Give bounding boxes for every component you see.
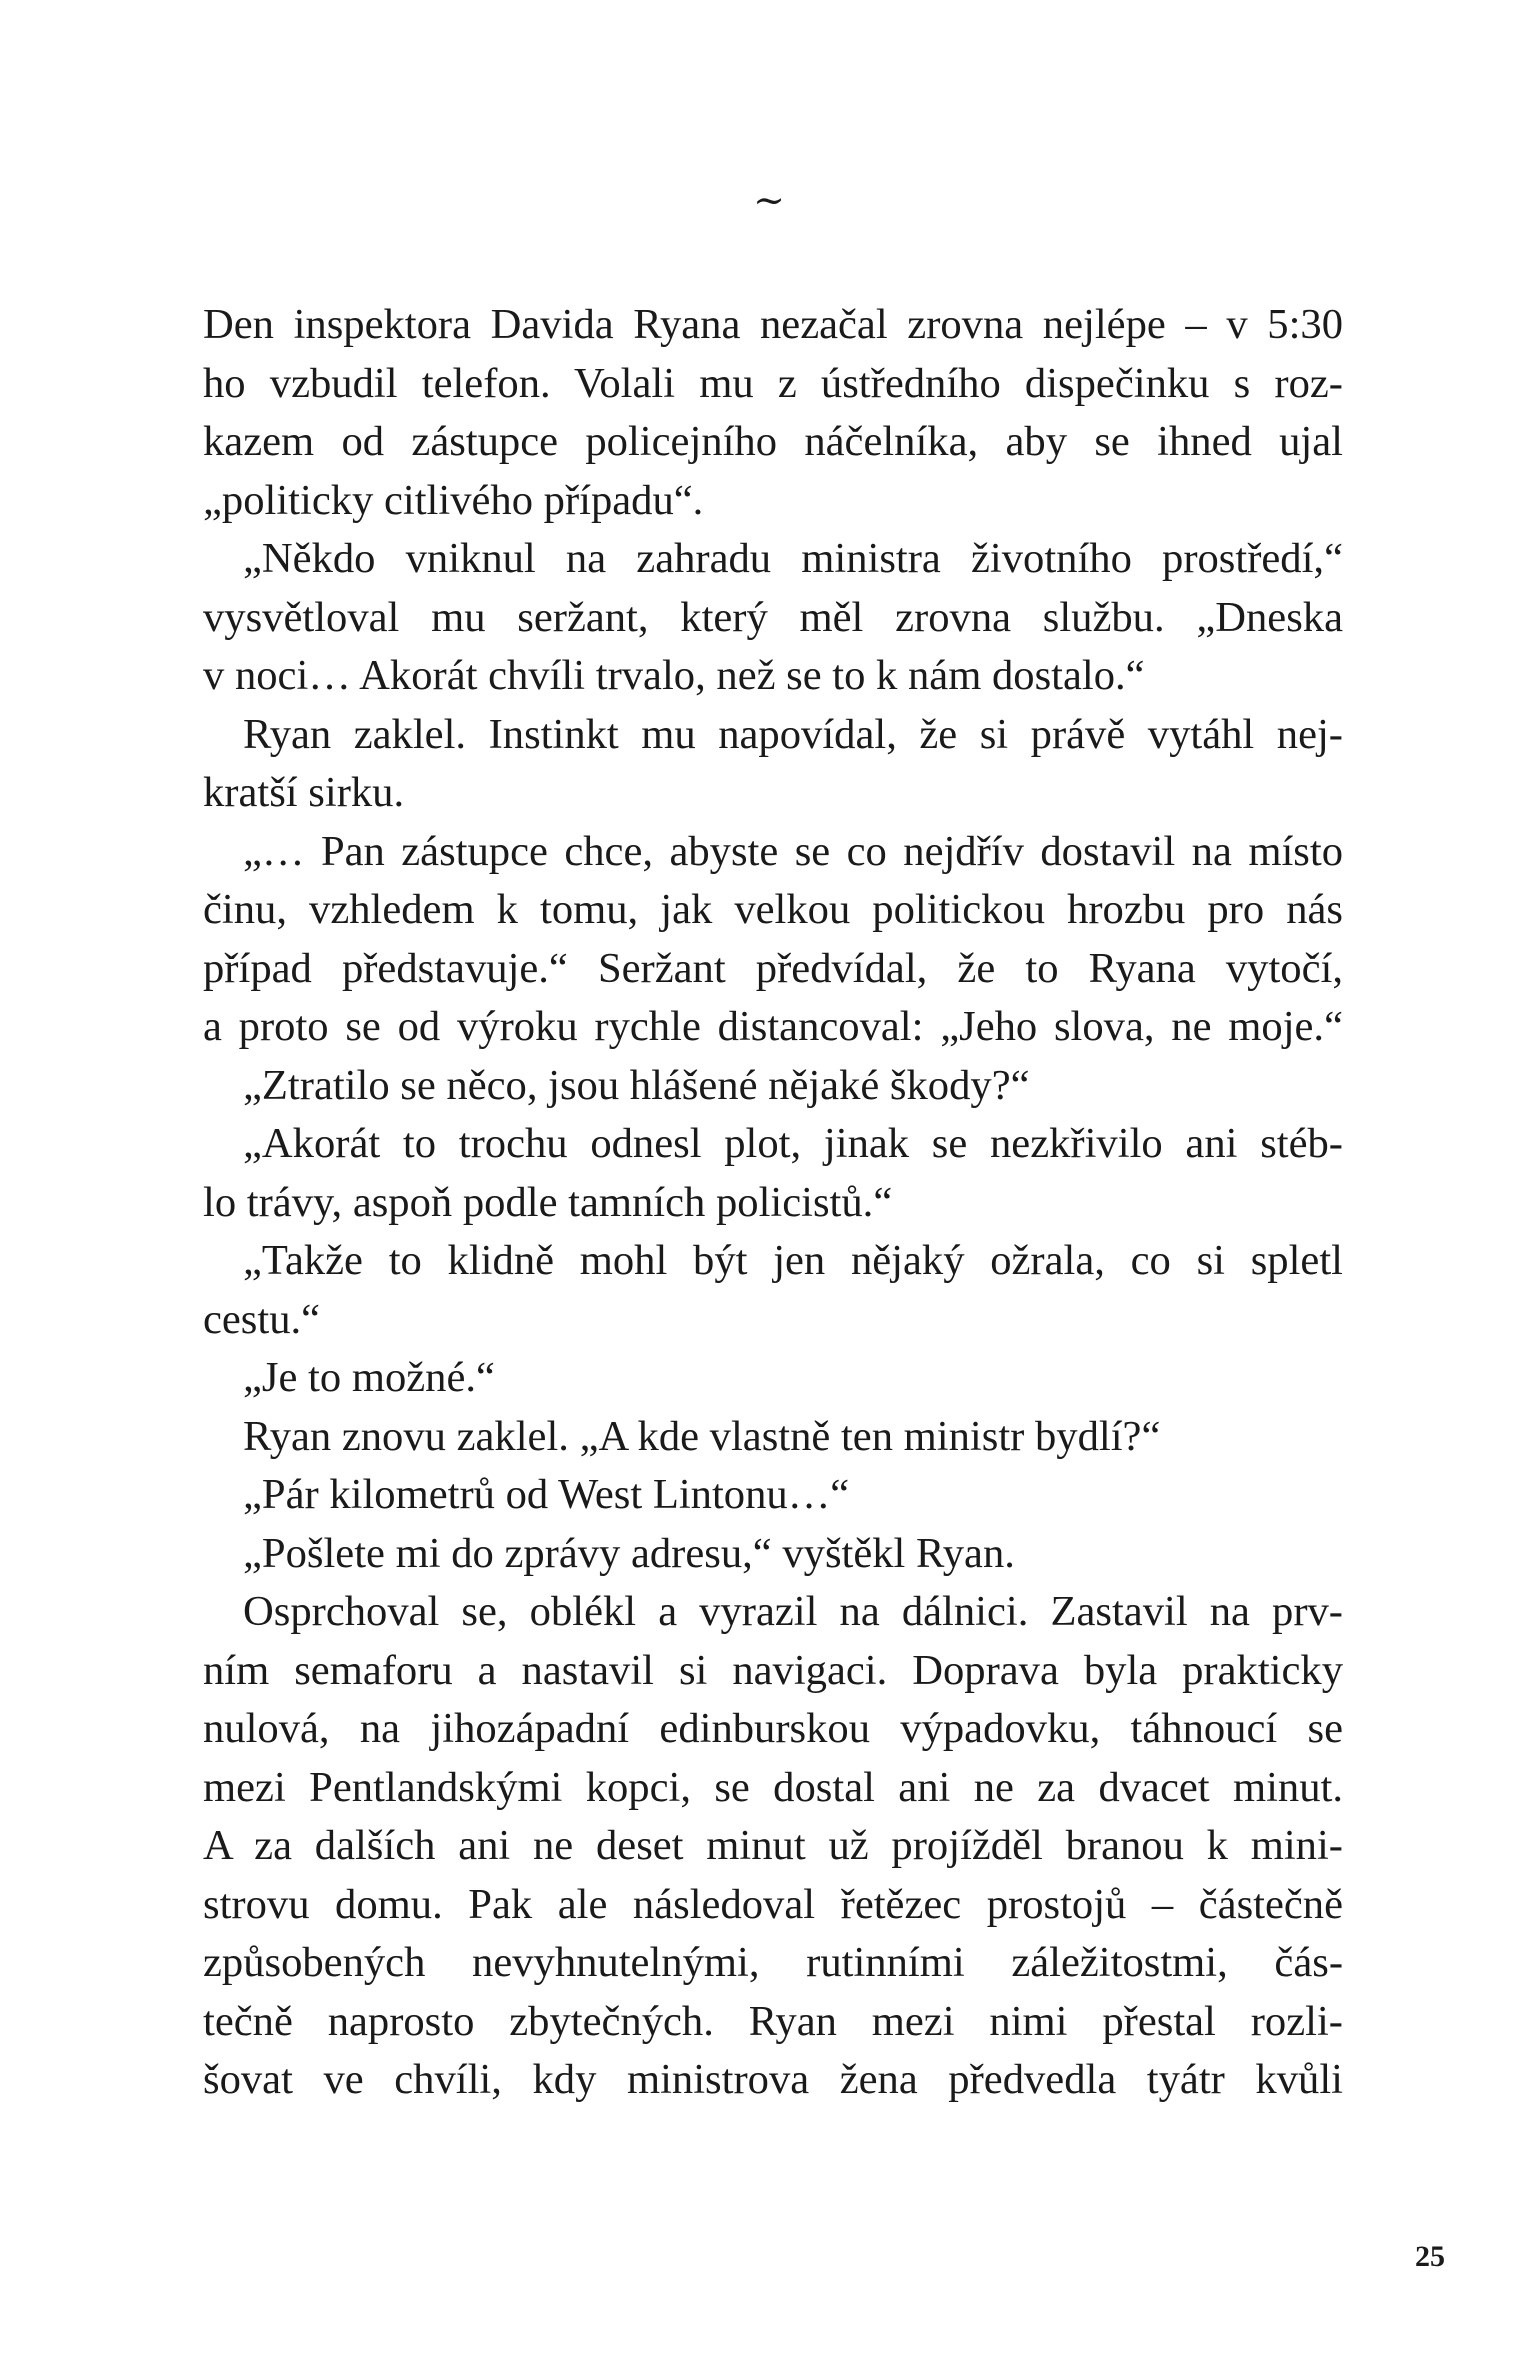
section-ornament: ~ <box>753 178 785 222</box>
text-line: Osprchoval se, oblékl a vyrazil na dálnici. Zastavil na prv- <box>243 1588 1343 1635</box>
text-line: „Pošlete mi do zprávy adresu,“ vyštěkl Ryan. <box>243 1529 1015 1577</box>
text-line: kratší sirku. <box>203 769 405 816</box>
text-line: ho vzbudil telefon. Volali mu z ústředního dispečinku s roz- <box>203 359 1343 407</box>
text-line: „politicky citlivého případu“. <box>203 476 704 524</box>
text-line: případ představuje.“ Seržant předvídal, že to Ryana vytočí, <box>203 944 1343 992</box>
text-line: Den inspektora Davida Ryana nezačal zrovna nejlépe – v 5:30 <box>203 301 1343 348</box>
text-line: strovu domu. Pak ale následoval řetězec prostojů – částečně <box>203 1880 1343 1928</box>
text-line: A za dalších ani ne deset minut už projížděl branou k mini- <box>203 1822 1343 1869</box>
text-line: „Někdo vniknul na zahradu ministra životního prostředí,“ <box>243 535 1343 582</box>
text-line: cestu.“ <box>203 1295 321 1343</box>
page-number: 25 <box>1415 2240 1445 2273</box>
text-line: „Ztratilo se něco, jsou hlášené nějaké škody?“ <box>243 1061 1030 1109</box>
text-line: „Takže to klidně mohl být jen nějaký ožrala, co si spletl <box>243 1237 1343 1284</box>
text-line: „… Pan zástupce chce, abyste se co nejdřív dostavil na místo <box>243 827 1343 875</box>
text-line: mezi Pentlandskými kopci, se dostal ani ne za dvacet minut. <box>203 1763 1343 1811</box>
text-line: nulová, na jihozápadní edinburskou výpadovku, táhnoucí se <box>203 1705 1343 1752</box>
text-line: a proto se od výroku rychle distancoval: „Jeho slova, ne moje.“ <box>203 1003 1343 1050</box>
text-line: „Pár kilometrů od West Lintonu…“ <box>243 1471 850 1518</box>
text-line: způsobených nevyhnutelnými, rutinními záležitostmi, čás- <box>203 1939 1343 1986</box>
text-line: ním semaforu a nastavil si navigaci. Doprava byla prakticky <box>203 1646 1343 1694</box>
body-text <box>203 296 1343 2110</box>
text-line: činu, vzhledem k tomu, jak velkou politickou hrozbu pro nás <box>203 886 1343 933</box>
text-line: tečně naprosto zbytečných. Ryan mezi nimi přestal rozli- <box>203 1997 1343 2045</box>
text-line: „Je to možné.“ <box>243 1354 495 1401</box>
text-line: „Akorát to trochu odnesl plot, jinak se nezkřivilo ani stéb- <box>243 1120 1343 1167</box>
text-line: vysvětloval mu seržant, který měl zrovna službu. „Dneska <box>203 593 1343 641</box>
text-line: kazem od zástupce policejního náčelníka, aby se ihned ujal <box>203 418 1343 465</box>
text-line: v noci… Akorát chvíli trvalo, než se to k nám dostalo.“ <box>203 652 1145 699</box>
text-line: Ryan zaklel. Instinkt mu napovídal, že si právě vytáhl nej- <box>243 710 1343 758</box>
text-line: lo trávy, aspoň podle tamních policistů.“ <box>203 1178 893 1226</box>
text-line: šovat ve chvíli, kdy ministrova žena předvedla tyátr kvůli <box>203 2056 1343 2103</box>
text-line: Ryan znovu zaklel. „A kde vlastně ten ministr bydlí?“ <box>243 1412 1161 1460</box>
